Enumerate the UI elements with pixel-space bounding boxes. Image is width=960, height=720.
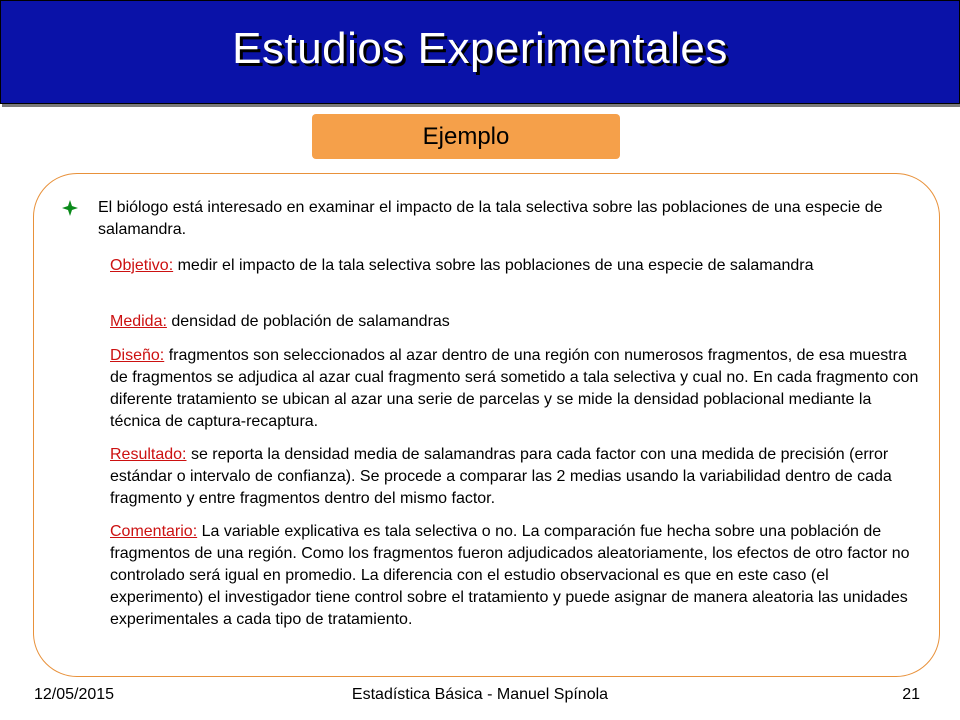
footer-date: 12/05/2015 xyxy=(34,686,115,703)
section-label: Comentario: xyxy=(110,523,198,540)
subtitle-box xyxy=(312,114,620,159)
section-text: La variable explicativa es tala selectiva o no. La comparación fue hecha sobre una población de fragmentos de una región. Como los fragmentos fueron adjudicados aleatoriamente, los efectos de otro factor no controlado será igual en promedio. La diferencia con el estudio observacional es que en este caso (el experimento) el investigador tiene control sobre el tratamiento y puede asignar de manera aleatoria las unidades experimentales a cada tipo de tratamiento. xyxy=(110,523,910,628)
section-text: se reporta la densidad media de salamandras para cada factor con una medida de precisión (error estándar o intervalo de confianza). Se procede a comparar las 2 medias usando la variabilidad dentro de cada fragmento y entre fragmentos dentro del mismo factor. xyxy=(110,446,892,507)
title-bar xyxy=(0,0,960,104)
footer-center: Estadística Básica - Manuel Spínola xyxy=(351,686,609,703)
subtitle-label: Ejemplo xyxy=(422,122,510,150)
section-medida xyxy=(110,311,925,333)
section-objetivo xyxy=(110,255,925,277)
intro-bullet xyxy=(62,197,892,241)
page-title: Estudios Experimentales xyxy=(232,24,728,73)
section-label: Medida: xyxy=(110,313,167,330)
diamond-bullet-icon xyxy=(62,197,84,223)
intro-text: El biólogo está interesado en examinar el impacto de la tala selectiva sobre las poblaciones de una especie de salamandra. xyxy=(98,199,883,238)
section-diseno xyxy=(110,345,925,433)
section-resultado xyxy=(110,444,925,510)
section-label: Resultado: xyxy=(110,446,187,463)
section-label: Objetivo: xyxy=(110,257,174,274)
section-text: medir el impacto de la tala selectiva sobre las poblaciones de una especie de salamandra xyxy=(173,257,814,274)
section-comentario xyxy=(110,521,925,631)
section-text: densidad de población de salamandras xyxy=(166,313,450,330)
section-text: fragmentos son seleccionados al azar dentro de una región con numerosos fragmentos, de esa muestra de fragmentos se adjudica al azar cual fragmento será sometido a tala selectiva y cual no. En cada fragmento con diferente tratamiento se ubican al azar una serie de parcelas y se mide la densidad poblacional mediante la técnica de captura-recaptura. xyxy=(110,347,919,430)
footer-page-number: 21 xyxy=(902,686,920,703)
section-label: Diseño: xyxy=(110,347,165,364)
